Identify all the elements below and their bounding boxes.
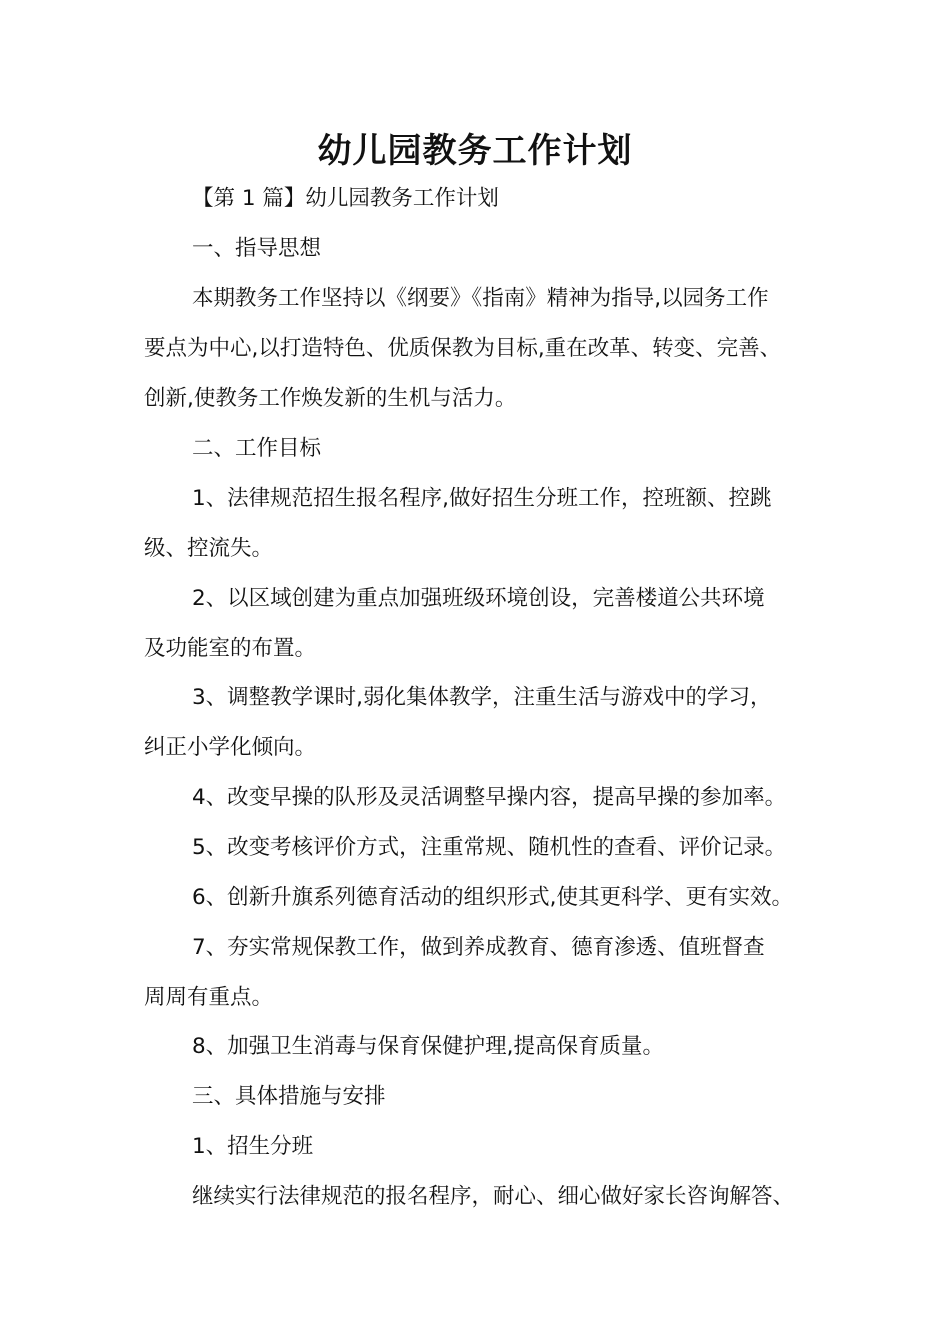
goal-item-line: 级、控流失。 <box>144 536 274 561</box>
goal-item-line: 7、夯实常规保教工作，做到养成教育、德育渗透、值班督查 <box>192 935 765 960</box>
goal-item-line: 6、创新升旗系列德育活动的组织形式,使其更科学、更有实效。 <box>192 885 794 910</box>
paragraph-line: 本期教务工作坚持以《纲要》《指南》精神为指导,以园务工作 <box>192 286 769 311</box>
goal-item-line: 5、改变考核评价方式，注重常规、随机性的查看、评价记录。 <box>192 835 787 860</box>
goal-item-line: 2、以区域创建为重点加强班级环境创设，完善楼道公共环境 <box>192 586 765 611</box>
goal-item-line: 及功能室的布置。 <box>144 636 317 661</box>
goal-item-line: 纠正小学化倾向。 <box>144 735 317 760</box>
paragraph-line: 继续实行法律规范的报名程序，耐心、细心做好家长咨询解答、 <box>192 1184 795 1209</box>
heading-measures: 三、具体措施与安排 <box>192 1084 386 1109</box>
goal-item-line: 周周有重点。 <box>144 985 274 1010</box>
paragraph-line: 要点为中心,以打造特色、优质保教为目标,重在改革、转变、完善、 <box>144 336 782 361</box>
subheading-enrollment: 1、招生分班 <box>192 1134 314 1159</box>
goal-item-line: 8、加强卫生消毒与保育保健护理,提高保育质量。 <box>192 1034 665 1059</box>
heading-work-goals: 二、工作目标 <box>192 436 322 461</box>
goal-item-line: 3、调整教学课时,弱化集体教学，注重生活与游戏中的学习， <box>192 685 772 710</box>
section-heading: 【第 1 篇】幼儿园教务工作计划 <box>192 186 499 211</box>
heading-guiding-ideology: 一、指导思想 <box>192 236 322 261</box>
document-title: 幼儿园教务工作计划 <box>317 131 633 171</box>
paragraph-line: 创新,使教务工作焕发新的生机与活力。 <box>144 386 517 411</box>
goal-item-line: 1、法律规范招生报名程序,做好招生分班工作，控班额、控跳 <box>192 486 772 511</box>
goal-item-line: 4、改变早操的队形及灵活调整早操内容，提高早操的参加率。 <box>192 785 787 810</box>
